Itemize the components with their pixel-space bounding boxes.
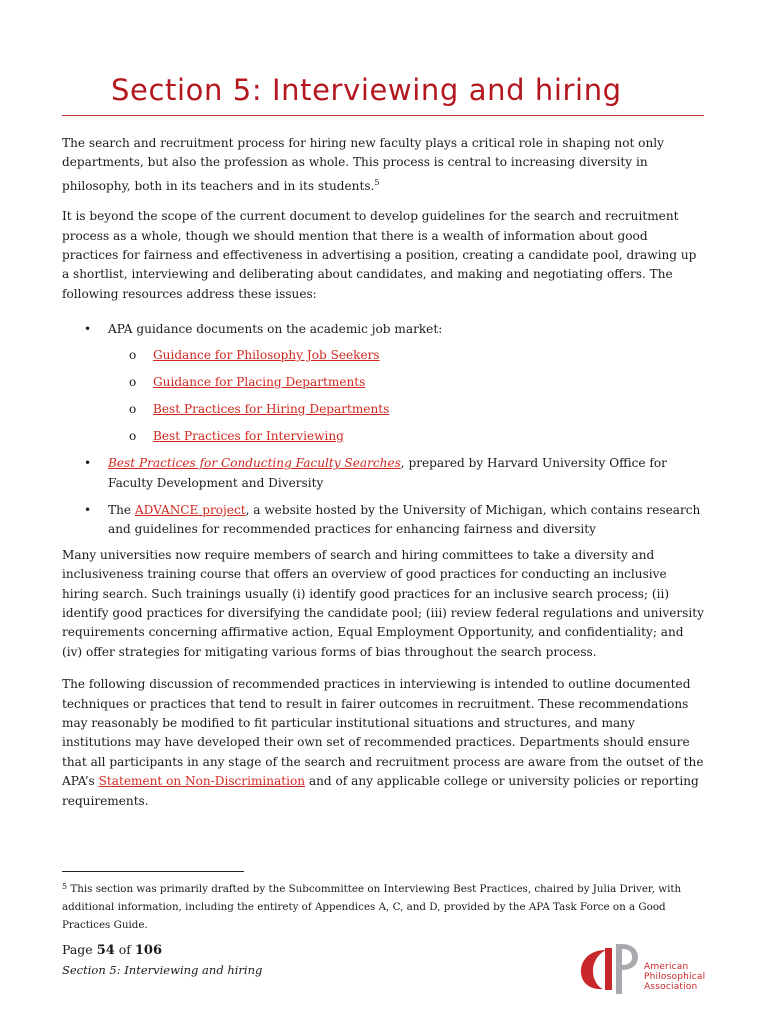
logo-red-bar (605, 948, 612, 990)
paragraph-interviewing (62, 675, 704, 811)
page-current: 54 (96, 943, 115, 958)
link-best-practices-hiring[interactable]: Best Practices for Hiring Departments (153, 401, 390, 416)
list-item-advance (62, 501, 704, 540)
footnote-divider (62, 871, 244, 872)
page-title: Section 5: Interviewing and hiring (111, 73, 622, 107)
paragraph-text: and of any applicable college or university policies or reporting requirements. (62, 774, 699, 808)
page-label: Page (62, 942, 97, 957)
logo-line-3: Association (644, 982, 698, 992)
sublist-item (108, 373, 704, 392)
footnote (62, 878, 704, 934)
link-statement-non-discrimination[interactable]: Statement on Non-Discrimination (98, 774, 306, 789)
logo-c-shape (581, 950, 606, 989)
page-of: of (114, 942, 135, 957)
link-guidance-job-seekers[interactable]: Guidance for Philosophy Job Seekers (153, 347, 380, 362)
footnote-text: This section was primarily drafted by the Subcommittee on Interviewing Best Practices, chaired by Julia Driver, with additional information, including the entirety of Appendices A, C, and D, provided by the APA Task Force on a Good Practices Guide. (62, 883, 682, 931)
title-underline (62, 115, 704, 116)
sublist-item (108, 427, 704, 446)
sublist-item (108, 400, 704, 419)
list-item-text: , prepared by Harvard University Office for Faculty Development and Diversity (108, 456, 667, 490)
footer-section-title: Section 5: Interviewing and hiring (62, 963, 263, 977)
paragraph-intro-text: The search and recruitment process for hiring new faculty plays a critical role in shaping not only departments, but also the profession as whole. This process is central to increasing diversity in philosophy, both in its teachers and in its students. (62, 136, 664, 193)
sublist-item (108, 346, 704, 365)
list-item-apa-guidance (62, 320, 704, 446)
logo-wordmark (644, 962, 705, 992)
page-number (62, 941, 162, 960)
link-guidance-placing-departments[interactable]: Guidance for Placing Departments (153, 374, 366, 389)
paragraph-training: Many universities now require members of search and hiring committees to take a diversity and inclusiveness training course that offers an overview of good practices for conducting an inclusive hiring search. Such trainings usually (i) identify good practices for an inclusive search process; (ii) identify good practices for diversifying the candidate pool; (iii) review federal regulations and university requirements concerning affirmative action, Equal Employment Opportunity, and confidentiality; and (iv) offer strategies for mitigating various forms of bias throughout the search process. (62, 547, 704, 659)
page-total: 106 (134, 943, 163, 958)
link-advance-project[interactable]: ADVANCE project (134, 502, 246, 517)
paragraph-scope: It is beyond the scope of the current document to develop guidelines for the search and recruitment process as a whole, though we should mention that there is a wealth of information about good practices for fairness and effectiveness in advertising a position, creating a candidate pool, drawing up a shortlist, interviewing and deliberating about candidates, and making and negotiating offers. The following resources address these issues: (62, 209, 697, 301)
link-faculty-searches[interactable]: Best Practices for Conducting Faculty Searches (108, 456, 401, 471)
paragraph-intro (62, 134, 704, 196)
list-item-text: The (108, 502, 135, 517)
resource-list (62, 320, 704, 539)
paragraph-text: The following discussion of recommended practices in interviewing is intended to outline documented techniques or practices that tend to result in fairer outcomes in recruitment. These recommendations may reasonably be modified to fit particular institutional situations and structures, and many institutions may have developed their own set of recommended practices. Departments should ensure that all participants in any stage of the search and recruitment process are aware from the outset of the APA’s (62, 677, 704, 789)
logo-line-2: Philosophical (644, 972, 706, 982)
logo-line-1: American (644, 962, 689, 972)
logo-p-shape (616, 944, 638, 994)
list-item-text: , a website hosted by the University of Michigan, which contains research and guidelines for recommended practices for enhancing fairness and diversity (108, 502, 701, 537)
main-content (62, 134, 704, 811)
list-item-label: APA guidance documents on the academic job market: (108, 322, 443, 337)
apa-guidance-sublist (108, 346, 704, 446)
footnote-number: 5 (62, 882, 68, 891)
footnote-ref[interactable]: 5 (374, 177, 380, 187)
list-item-harvard (62, 454, 704, 493)
link-best-practices-interviewing[interactable]: Best Practices for Interviewing (153, 428, 344, 443)
